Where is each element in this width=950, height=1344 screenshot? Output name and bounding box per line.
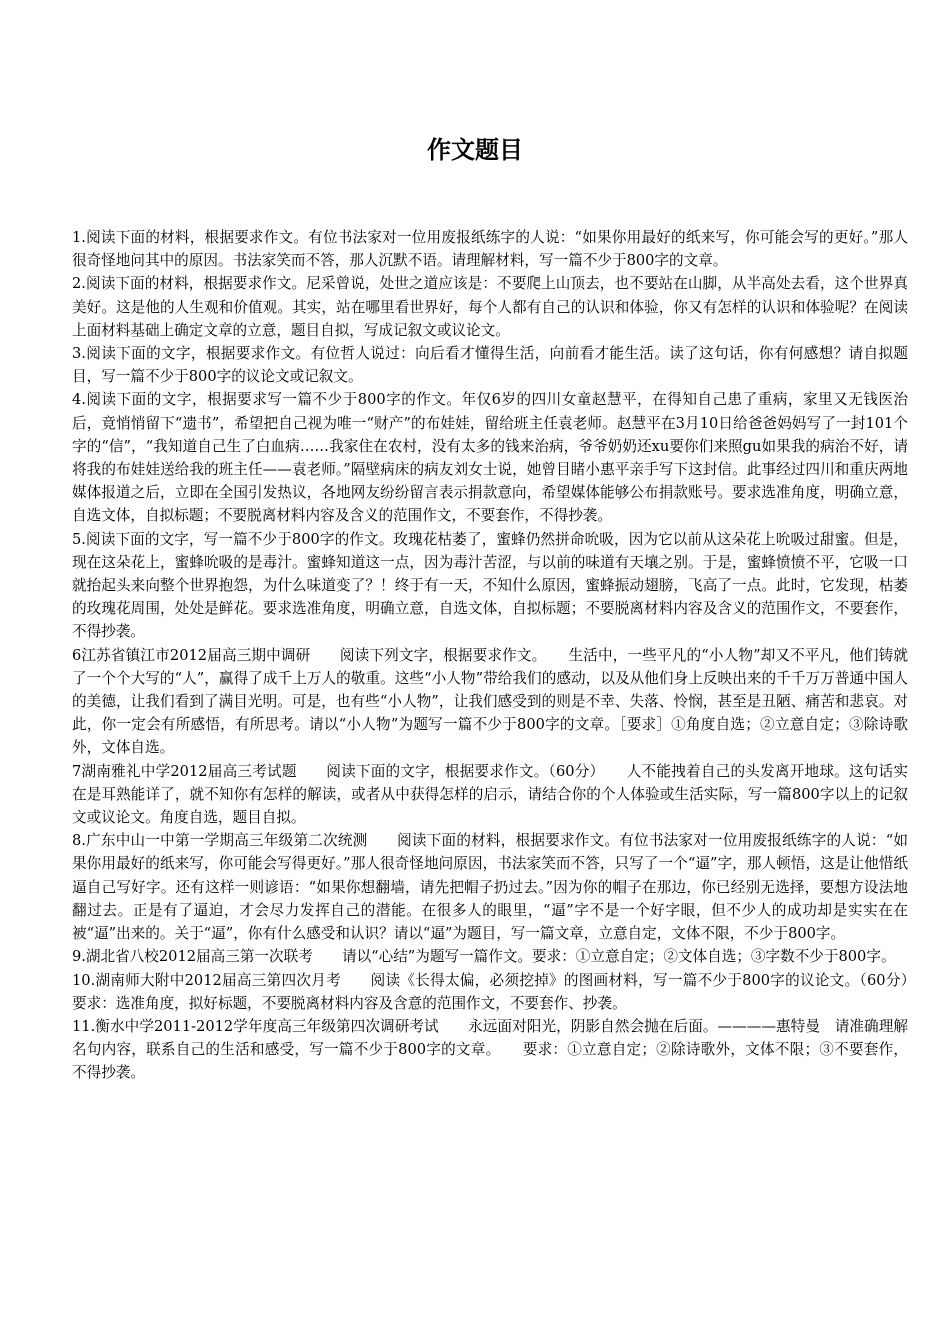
prompt-item-8: 8.广东中山一中第一学期高三年级第二次统测 阅读下面的材料，根据要求作文。有位书法家对一位用废报纸练字的人说：“如果你用最好的纸来写，你可能会写得更好。”那人很奇怪地问原因，书法家笑而不答，只写了一个“逼”字，那人顿悟，这是让他惜纸逼自己写好字。还有这样一则谚语：“如果你想翻墙，请先把帽子扔过去。”因为你的帽子在那边，你已经别无选择，要想方设法地翻过去。正是有了逼迫，才会尽力发挥自己的潜能。在很多人的眼里，“逼”字不是一个好字眼，但不少人的成功却是实实在在被“逼”出来的。关于“逼”，你有什么感受和认识？请以“逼”为题目，写一篇文章，立意自定，文体不限，不少于800字。 xyxy=(72,832,908,943)
prompt-item-5: 5.阅读下面的文字，写一篇不少于800字的作文。玫瑰花枯萎了，蜜蜂仍然拼命吮吸，因为它以前从这朵花上吮吸过甜蜜。但是，现在这朵花上，蜜蜂吮吸的是毒汁。蜜蜂知道这一点，因为毒汁苦涩，与以前的味道有天壤之别。于是，蜜蜂愤愤不平，它吸一口就抬起头来向整个世界抱怨，为什么味道变了？！终于有一天，不知什么原因，蜜蜂振动翅膀，飞高了一点。此时，它发现，枯萎的玫瑰花周围，处处是鲜花。要求选准角度，明确立意，自选文体，自拟标题；不要脱离材料内容及含义的范围作文，不要套作，不得抄袭。 xyxy=(72,530,908,641)
prompt-item-3: 3.阅读下面的文字，根据要求作文。有位哲人说过：向后看才懂得生活，向前看才能生活。读了这句话，你有何感想？请自拟题目，写一篇不少于800字的议论文或记叙文。 xyxy=(72,345,908,386)
document-title: 作文题目 xyxy=(427,136,523,164)
prompt-item-6: 6江苏省镇江市2012届高三期中调研 阅读下列文字，根据要求作文。 生活中，一些平凡的“小人物”却又不平凡，他们铸就了一个个大写的“人”，赢得了成千上万人的敬重。这些“小人物”带给我们的感动，以及从他们身上反映出来的千千万万普通中国人的美德，让我们看到了满目光明。可是，也有些“小人物”，让我们感受到的则是不幸、失落、怜悯，甚至是丑陋、痛苦和悲哀。对此，你一定会有所感悟，有所思考。请以“小人物”为题写一篇不少于800字的文章。［要求］①角度自选；②立意自定；③除诗歌外，文体自选。 xyxy=(72,646,908,757)
prompt-item-1: 1.阅读下面的材料，根据要求作文。有位书法家对一位用废报纸练字的人说：“如果你用最好的纸来写，你可能会写的更好。”那人很奇怪地问其中的原因。书法家笑而不答，那人沉默不语。请理解材料，写一篇不少于800字的文章。 xyxy=(72,229,908,270)
prompt-item-10: 10.湖南师大附中2012届高三第四次月考 阅读《长得太偏，必须挖掉》的图画材料，写一篇不少于800字的议论文。（60分） 要求：选准角度，拟好标题，不要脱离材料内容及含意的范围作文，不要套作、抄袭。 xyxy=(72,971,938,1012)
prompt-item-4: 4.阅读下面的文字，根据要求写一篇不少于800字的作文。年仅6岁的四川女童赵慧平，在得知自己患了重病，家里又无钱医治后，竟悄悄留下“遗书”，希望把自己视为唯一“财产”的布娃娃，留给班主任袁老师。赵慧平在3月10日给爸爸妈妈写了一封101个字的“信”，“我知道自己生了白血病……我家住在农村，没有太多的钱来治病，爷爷奶奶还xu要你们来照gu如果我的病治不好，请将我的布娃娃送给我的班主任——袁老师。”隔壁病床的病友刘女士说，她曾目睹小惠平亲手写下这封信。此事经过四川和重庆两地媒体报道之后，立即在全国引发热议，各地网友纷纷留言表示捐款意向，希望媒体能够公布捐款账号。要求选准角度，明确立意，自选文体，自拟标题；不要脱离材料内容及含义的范围作文，不要套作，不得抄袭。 xyxy=(72,391,908,525)
prompt-item-9: 9.湖北省八校2012届高三第一次联考 请以“心结”为题写一篇作文。要求：①立意自定；②文体自选；③字数不少于800字。 xyxy=(72,948,896,966)
prompt-item-2: 2.阅读下面的材料，根据要求作文。尼采曾说，处世之道应该是：不要爬上山顶去，也不要站在山脚，从半高处去看，这个世界真美好。这是他的人生观和价值观。其实，站在哪里看世界好，每个人都有自己的认识和体验，你又有怎样的认识和体验呢？在阅读上面材料基础上确定文章的立意，题目自拟，写成记叙文或议论文。 xyxy=(72,275,908,339)
prompt-item-11: 11.衡水中学2011-2012学年度高三年级第四次调研考试 永远面对阳光，阴影自然会抛在后面。————惠特曼 请准确理解名句内容，联系自己的生活和感受，写一篇不少于800字的文章。 要求：①立意自定；②除诗歌外，文体不限；③不要套作，不得抄袭。 xyxy=(72,1017,908,1082)
prompt-item-7: 7湖南雅礼中学2012届高三考试题 阅读下面的文字，根据要求作文。（60分） 人不能拽着自己的头发离开地球。这句话实在是耳熟能详了，就不知你有怎样的解读，或者从中获得怎样的启示，请结合你的个人体验或生活实际，写一篇800字以上的记叙文或议论文。角度自选，题目自拟。 xyxy=(72,762,908,827)
prompt-list xyxy=(72,226,938,1085)
